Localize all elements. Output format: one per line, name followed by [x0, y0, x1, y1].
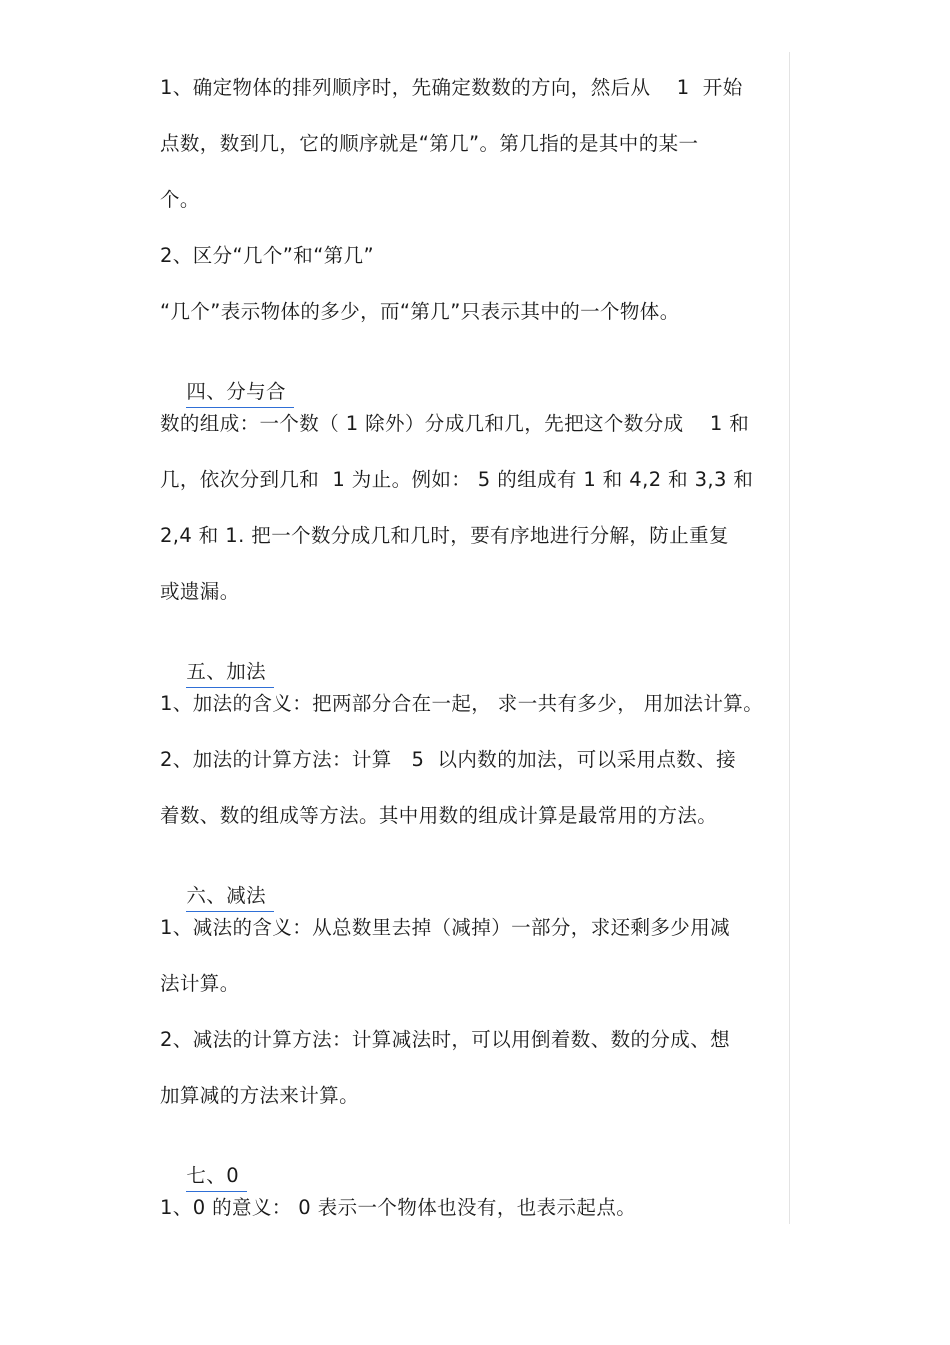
- page-right-border: [789, 52, 790, 1224]
- section-heading-zero: 七、0: [186, 1164, 247, 1192]
- paragraph-line: 1、0 的意义： 0 表示一个物体也没有，也表示起点。: [160, 1196, 637, 1219]
- paragraph-line: 2、区分“几个”和“第几”: [160, 244, 375, 267]
- paragraph-line: 1、确定物体的排列顺序时，先确定数数的方向，然后从 1 开始: [160, 76, 743, 99]
- paragraph-line: 2、加法的计算方法：计算 5 以内数的加法，可以采用点数、接: [160, 748, 737, 771]
- section-heading-jian-fa: 六、减法: [186, 884, 274, 912]
- paragraph-line: 加算减的方法来计算。: [160, 1084, 360, 1107]
- paragraph-line: 个。: [160, 188, 200, 211]
- paragraph-line: 点数，数到几，它的顺序就是“第几”。第几指的是其中的某一: [160, 132, 699, 155]
- paragraph-line: 几，依次分到几和 1 为止。例如： 5 的组成有 1 和 4,2 和 3,3 和: [160, 468, 754, 491]
- paragraph-line: 2、减法的计算方法：计算减法时，可以用倒着数、数的分成、想: [160, 1028, 731, 1051]
- paragraph-line: 2,4 和 1. 把一个数分成几和几时，要有序地进行分解，防止重复: [160, 524, 729, 547]
- section-heading-jia-fa: 五、加法: [186, 660, 274, 688]
- paragraph-line: 着数、数的组成等方法。其中用数的组成计算是最常用的方法。: [160, 804, 718, 827]
- paragraph-line: 数的组成：一个数（ 1 除外）分成几和几，先把这个数分成 1 和: [160, 412, 750, 435]
- paragraph-line: 1、减法的含义：从总数里去掉（减掉）一部分，求还剩多少用减: [160, 916, 731, 939]
- section-heading-fen-yu-he: 四、分与合: [186, 380, 294, 408]
- paragraph-line: “几个”表示物体的多少，而“第几”只表示其中的一个物体。: [160, 300, 680, 323]
- paragraph-line: 或遗漏。: [160, 580, 240, 603]
- paragraph-line: 法计算。: [160, 972, 240, 995]
- paragraph-line: 1、加法的含义：把两部分合在一起， 求一共有多少， 用加法计算。: [160, 692, 764, 715]
